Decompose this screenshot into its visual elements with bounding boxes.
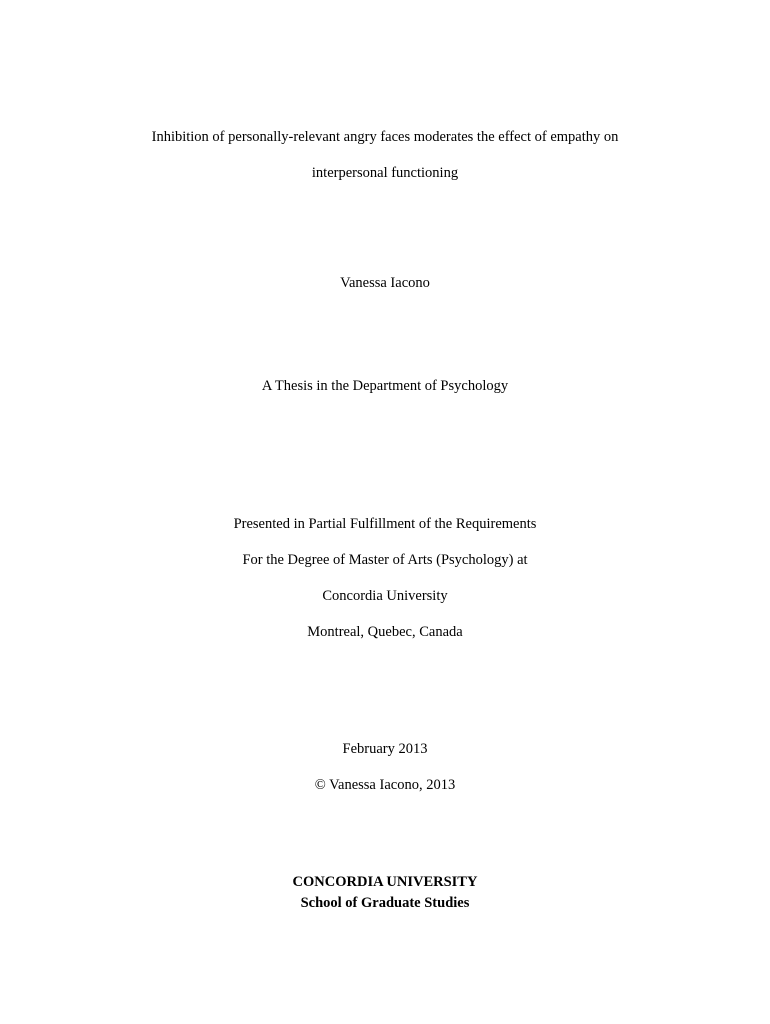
school-name: School of Graduate Studies xyxy=(300,895,470,911)
presentation-line-2: For the Degree of Master of Arts (Psychology) at xyxy=(242,552,528,568)
copyright-notice: © Vanessa Iacono, 2013 xyxy=(314,777,456,793)
submission-date: February 2013 xyxy=(342,741,428,757)
presentation-line-4: Montreal, Quebec, Canada xyxy=(307,624,463,640)
institution-name: CONCORDIA UNIVERSITY xyxy=(292,874,478,890)
title-line-1: Inhibition of personally-relevant angry faces moderates the effect of empathy on xyxy=(151,129,619,145)
thesis-statement: A Thesis in the Department of Psychology xyxy=(261,378,509,394)
presentation-line-1: Presented in Partial Fulfillment of the Requirements xyxy=(233,516,537,532)
presentation-line-3: Concordia University xyxy=(322,588,448,604)
title-line-2: interpersonal functioning xyxy=(311,165,459,181)
author-name: Vanessa Iacono xyxy=(340,275,430,291)
